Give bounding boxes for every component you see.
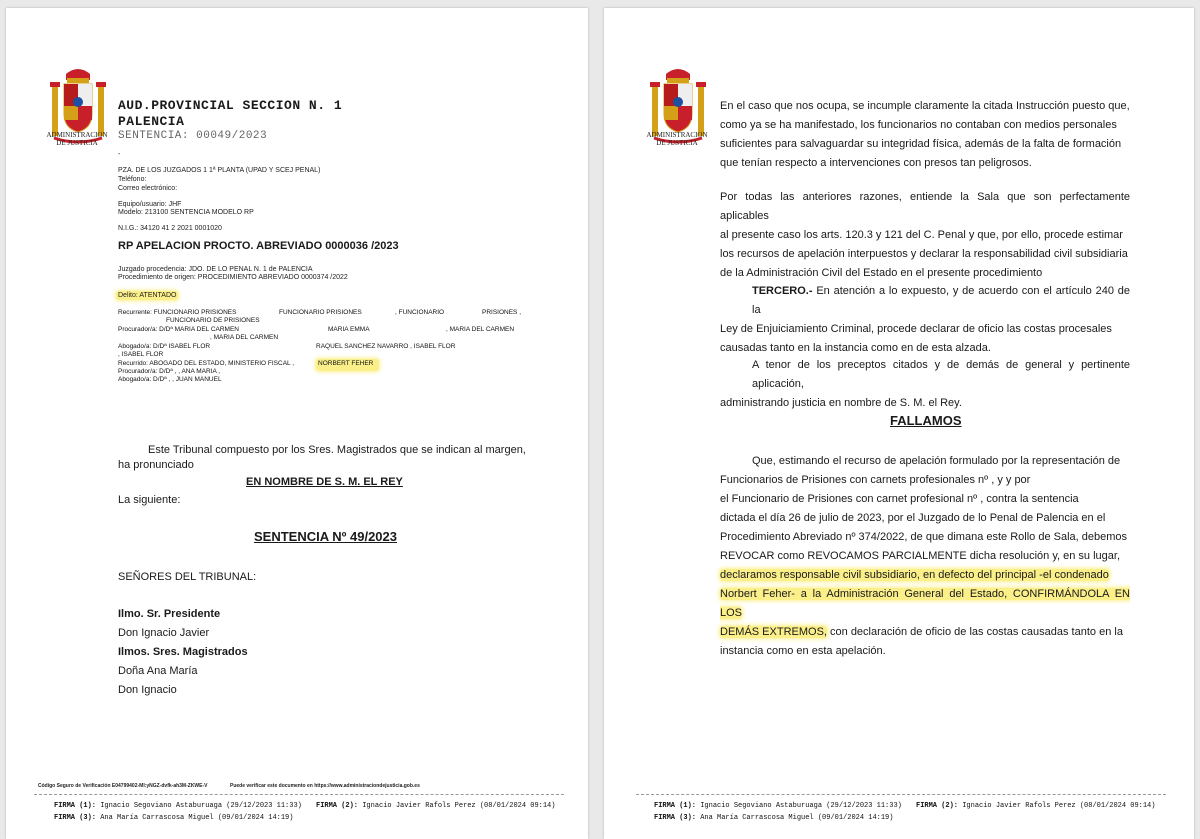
signature-text: Ignacio Segoviano Astaburuaga (29/12/2023 11:33) [100,802,302,810]
signature-text: Ignacio Javier Rafols Perez (08/01/2024 09:14) [362,802,556,810]
csv-code: Código Seguro de Verificación E04799402-MI:yNGZ-dvfk-ah3M-ZKWE-V [38,783,208,789]
en-nombre-heading: EN NOMBRE DE S. M. EL REY [246,476,403,488]
text-line: causadas tanto en la instancia como en de esta alzada. [720,342,991,354]
sentence-page-2 [604,8,1194,839]
phone-label: Teléfono: [118,176,147,183]
text-line: Por todas las anteriores razones, entiende la Sala que son perfectamente aplicables [720,191,1130,222]
signature-text: Ignacio Javier Rafols Perez (08/01/2024 09:14) [962,802,1156,810]
text-line: REVOCAR como REVOCAMOS PARCIALMENTE dicha resolución y, en su lugar, [720,550,1121,562]
sentence-number-heading: SENTENCIA Nº 49/2023 [254,529,397,544]
text-line: instancia como en esta apelación. [720,645,886,657]
appellant-line: PRISIONES , [482,309,522,316]
crest-label-line: DE JUSTICIA [56,139,98,147]
case-title: RP APELACION PROCTO. ABREVIADO 0000036 /2023 [118,240,399,252]
text-line: que tenían respecto a intervenciones con presos tan peligrosos. [720,157,1032,169]
text-line: al presente caso los arts. 120.3 y 121 del C. Penal y que, por ello, procede estimar [720,229,1123,241]
text-span: En atención a lo expuesto, y de acuerdo con el artículo 240 de la [752,285,1130,316]
tribunal-line: Este Tribunal compuesto por los Sres. Magistrados que se indican al margen, [148,444,526,456]
text-line: Procedimiento Abreviado nº 374/2022, de que dimana este Rollo de Sala, debemos [720,531,1128,543]
paragraph-reasons [720,188,1130,283]
appellant-line: , FUNCIONARIO [395,309,445,316]
signature-2 [916,801,1155,812]
respondent-highlight: NORBERT FEHER [316,359,379,371]
text-line: suficientes para salvaguardar su integridad física, además de la falta de formación [720,138,1122,150]
offense-highlight: Delito: ATENTADO [118,292,177,299]
text-line: como ya se ha manifestado, los funcionarios no contaban con medios personales [720,119,1117,131]
crest-label-line: ADMINISTRACION [46,131,108,139]
tercero-label: TERCERO.- [752,285,813,297]
signature-divider [636,794,1166,797]
paragraph-tenor [720,356,1130,413]
ruling-highlight: DEMÁS EXTREMOS, [720,626,827,638]
signature-label: FIRMA (2): [316,802,359,810]
appellant-line: FUNCIONARIO DE PRISIONES [166,317,260,324]
la-siguiente: La siguiente: [118,494,181,506]
nig-number: N.I.G.: 34120 41 2 2021 0001020 [118,225,222,232]
origin-procedure: Procedimiento de origen: PROCEDIMIENTO ABREVIADO 0000374 /2022 [118,274,348,281]
text-span: con declaración de oficio de las costas causadas tanto en la [826,626,1123,638]
signature-3 [54,813,293,824]
attorney-line: MARIA EMMA [328,326,370,333]
signature-text: Ignacio Segoviano Astaburuaga (29/12/2023 11:33) [700,802,902,810]
paragraph-instruction [720,97,1130,173]
lawyer2-line: Abogado/a: D/Dª , , JUAN MANUEL [118,376,222,383]
signature-2 [316,801,555,812]
court-address: PZA. DE LOS JUZGADOS 1 1ª PLANTA (UPAD Y SCEJ PENAL) [118,167,321,174]
president-title: Ilmo. Sr. Presidente [118,608,221,620]
text-line: administrando justicia en nombre de S. M. el Rey. [720,397,962,409]
dash: - [118,151,121,158]
signature-label: FIRMA (3): [654,814,697,822]
lawyer-line: , ISABEL FLOR [118,351,164,358]
origin-court: Juzgado procedencia: JDO. DE LO PENAL N. 1 de PALENCIA [118,266,313,273]
paragraph-tercero [720,282,1130,358]
tribunal-members-heading: SEÑORES DEL TRIBUNAL: [118,571,257,583]
signature-text: Ana María Carrascosa Miguel (09/01/2024 14:19) [700,814,894,822]
magistrate-name: Don Ignacio [118,684,177,696]
crest-label-line: DE JUSTICIA [656,139,698,147]
sentence-page-1 [6,8,588,839]
signature-label: FIRMA (1): [654,802,697,810]
fallamos-heading: FALLAMOS [890,413,962,428]
crest-label [642,131,712,147]
text-line: de la Administración Civil del Estado en el presente procedimiento [720,267,1043,279]
text-line [720,585,1130,623]
court-name: AUD.PROVINCIAL SECCION N. 1 [118,98,343,113]
text-line [720,566,1130,585]
text-line: A tenor de los preceptos citados y de demás de general y pertinente aplicación, [752,359,1130,390]
signature-1 [654,801,902,812]
attorney-line: Procurador/a: D/Dª MARIA DEL CARMEN [118,326,240,333]
signature-divider [34,794,564,797]
appellant-line: Recurrente: FUNCIONARIO PRISIONES [118,309,237,316]
paragraph-ruling [720,452,1130,661]
signature-label: FIRMA (3): [54,814,97,822]
signature-1 [54,801,302,812]
text-line: el Funcionario de Prisiones con carnet profesional nº , contra la sentencia [720,493,1079,505]
ruling-highlight: Norbert Feher- a la Administración General del Estado, CONFIRMÁNDOLA EN LOS [720,588,1130,619]
text-line [720,623,1130,642]
model-line: Modelo: 213100 SENTENCIA MODELO RP [118,209,254,216]
signature-label: FIRMA (1): [54,802,97,810]
crest-label-line: ADMINISTRACION [646,131,708,139]
sentence-reference: SENTENCIA: 00049/2023 [118,130,268,142]
attorney-line: , MARIA DEL CARMEN [446,326,515,333]
crest-label [42,131,112,147]
text-line: los recursos de apelación interpuestos y declarar la responsabilidad civil subsidiaria [720,248,1128,260]
signature-3 [654,813,893,824]
ruling-highlight: declaramos responsable civil subsidiario, en defecto del principal -el condenado [720,569,1109,581]
signature-text: Ana María Carrascosa Miguel (09/01/2024 14:19) [100,814,294,822]
magistrate-name: Doña Ana María [118,665,198,677]
lawyer-line: Abogado/a: D/Dª ISABEL FLOR [118,343,211,350]
president-name: Don Ignacio Javier [118,627,210,639]
text-line: En el caso que nos ocupa, se incumple claramente la citada Instrucción puesto que, [720,100,1130,112]
verify-url: Puede verificar este documento en https://www.administraciondejusticia.gob.es [230,783,420,789]
court-city: PALENCIA [118,114,185,129]
attorney2-line: Procurador/a: D/Dª , , ANA MARIA , [118,368,221,375]
tribunal-line: ha pronunciado [118,459,194,471]
email-label: Correo electrónico: [118,185,178,192]
magistrates-title: Ilmos. Sres. Magistrados [118,646,248,658]
appellant-line: FUNCIONARIO PRISIONES [279,309,362,316]
signature-label: FIRMA (2): [916,802,959,810]
text-line: dictada el día 26 de julio de 2023, por el Juzgado de lo Penal de Palencia en el [720,512,1106,524]
text-line [720,282,1130,320]
lawyer-line: RAQUEL SANCHEZ NAVARRO , ISABEL FLOR [316,343,456,350]
text-line: Que, estimando el recurso de apelación formulado por la representación de [752,455,1121,467]
text-line: Ley de Enjuiciamiento Criminal, procede declarar de oficio las costas procesales [720,323,1112,335]
team-user: Equipo/usuario: JHF [118,201,182,208]
text-line: Funcionarios de Prisiones con carnets profesionales nº , y y por [720,474,1031,486]
attorney-line: , MARIA DEL CARMEN [210,334,279,341]
respondent-line: Recurrido: ABOGADO DEL ESTADO, MINISTERIO FISCAL , [118,360,295,367]
